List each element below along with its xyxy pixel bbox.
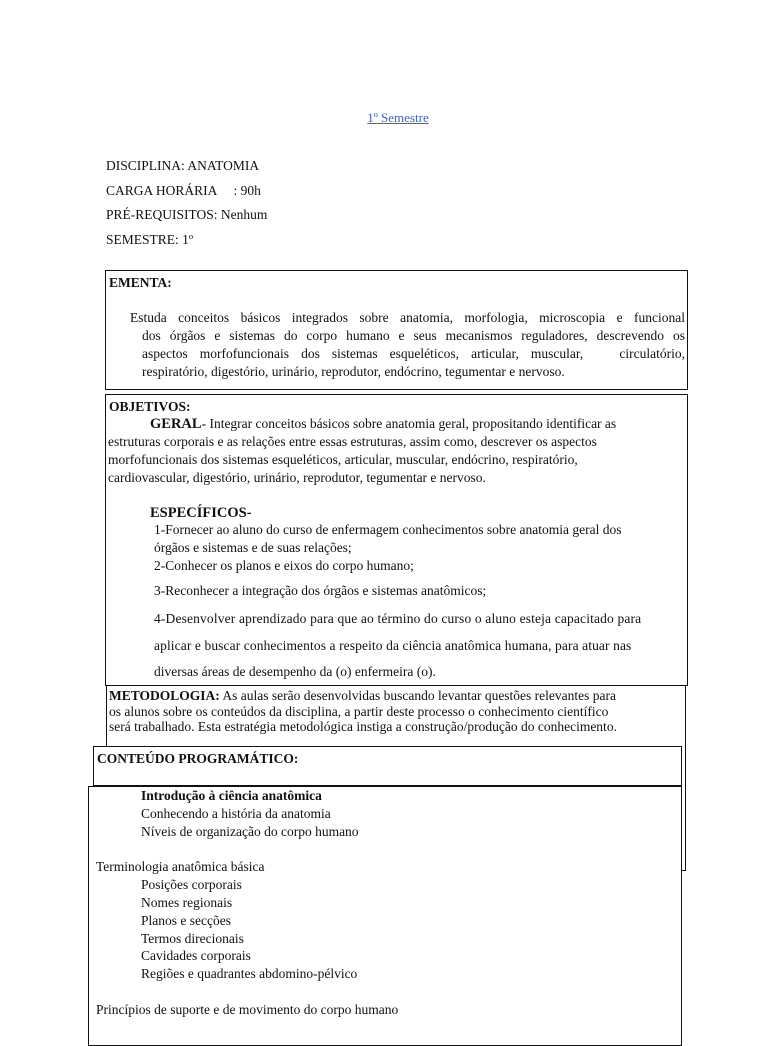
geral-line: estruturas corporais e as relações entre essas estruturas, assim como, descrever os aspectos xyxy=(108,434,597,449)
specific-objective: diversas áreas de desempenho da (o) enfermeira (o). xyxy=(154,664,436,679)
geral-line: morfofuncionais dos sistemas esqueléticos, articular, muscular, endócrino, respiratório, xyxy=(108,452,578,467)
specific-objective: 4-Desenvolver aprendizado para que ao término do curso o aluno esteja capacitado para xyxy=(154,611,642,626)
especificos-label: ESPECÍFICOS- xyxy=(150,505,252,521)
objetivos-title: OBJETIVOS: xyxy=(109,399,191,414)
ementa-line: dos órgãos e sistemas do corpo humano e seus mecanismos reguladores, descrevendo os xyxy=(142,328,685,343)
metodologia-text xyxy=(109,688,685,735)
section-heading: Terminologia anatômica básica xyxy=(96,859,265,874)
geral-line: - Integrar conceitos básicos sobre anatomia geral, propositando identificar as xyxy=(201,416,617,431)
objetivos-geral xyxy=(108,415,686,487)
content-item: Termos direcionais xyxy=(141,931,244,946)
metodologia-line: será trabalhado. Esta estratégia metodológica instiga a construção/produção do conhecimento. xyxy=(109,719,617,734)
specific-objective: 3-Reconhecer a integração dos órgãos e sistemas anatômicos; xyxy=(154,583,487,598)
specific-objective: aplicar e buscar conhecimentos a respeito da ciência anatômica humana, para atuar nas xyxy=(154,638,632,653)
semester-line: SEMESTRE: 1º xyxy=(106,232,194,247)
discipline-line: DISCIPLINA: ANATOMIA xyxy=(106,158,260,173)
specific-objective: órgãos e sistemas e de suas relações; xyxy=(154,540,352,555)
ementa-line: Estuda conceitos básicos integrados sobre anatomia, morfologia, microscopia e funcional xyxy=(130,310,685,325)
specific-objective: 2-Conhecer os planos e eixos do corpo humano; xyxy=(154,558,414,573)
content-item: Níveis de organização do corpo humano xyxy=(141,824,359,839)
geral-label: GERAL xyxy=(150,416,202,432)
metodologia-title: METODOLOGIA: xyxy=(109,688,220,703)
metodologia-line: os alunos sobre os conteúdos da disciplina, a partir deste processo o conhecimento científico xyxy=(109,703,609,719)
conteudo-header-box xyxy=(93,746,682,786)
workload-line: CARGA HORÁRIA : 90h xyxy=(106,183,261,198)
content-item: Regiões e quadrantes abdomino-pélvico xyxy=(141,966,358,981)
prerequisites-line: PRÉ-REQUISITOS: Nenhum xyxy=(106,207,268,222)
semester-link[interactable]: 1º Semestre xyxy=(367,110,429,125)
section-heading: Princípios de suporte e de movimento do corpo humano xyxy=(96,1002,399,1017)
content-item: Nomes regionais xyxy=(141,895,233,910)
section-heading: Introdução à ciência anatômica xyxy=(141,788,322,803)
ementa-title: EMENTA: xyxy=(109,275,172,290)
ementa-line: aspectos morfofuncionais dos sistemas esqueléticos, articular, muscular, circulatório, xyxy=(142,346,685,361)
content-item: Posições corporais xyxy=(141,877,242,892)
geral-line: cardiovascular, digestório, urinário, reprodutor, tegumentar e nervoso. xyxy=(108,470,486,485)
ementa-text xyxy=(106,309,685,381)
content-item: Cavidades corporais xyxy=(141,948,251,963)
specific-objective: 1-Fornecer ao aluno do curso de enfermagem conhecimentos sobre anatomia geral dos xyxy=(154,522,622,537)
content-item: Planos e secções xyxy=(141,913,231,928)
content-item: Conhecendo a história da anatomia xyxy=(141,806,331,821)
conteudo-title: CONTEÚDO PROGRAMÁTICO: xyxy=(97,751,299,766)
metodologia-line: As aulas serão desenvolvidas buscando levantar questões relevantes para xyxy=(219,688,617,703)
ementa-line: respiratório, digestório, urinário, reprodutor, endócrino, tegumentar e nervoso. xyxy=(142,364,565,379)
ementa-box xyxy=(105,270,688,390)
